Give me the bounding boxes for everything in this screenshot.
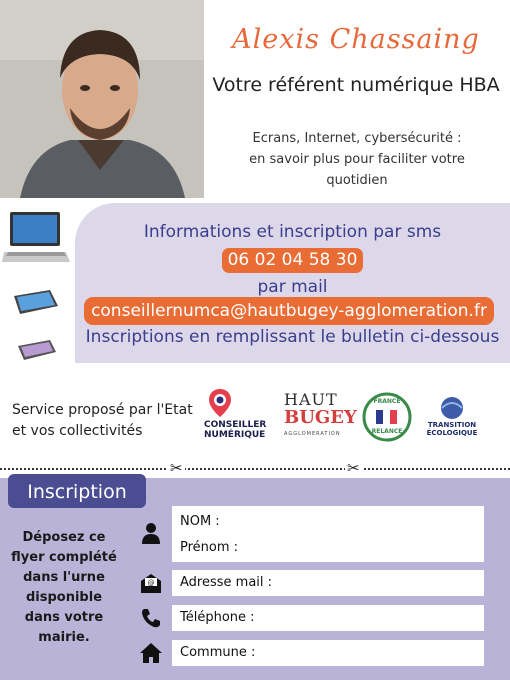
haut-bugey-logo <box>284 390 357 440</box>
info-title: Informations et inscription par sms <box>143 222 442 242</box>
phone-icon <box>140 607 162 629</box>
deposit-line: Déposez ce <box>22 530 106 545</box>
description-line: quotidien <box>326 173 388 188</box>
description-line: en savoir plus pour faciliter votre <box>249 152 465 167</box>
cut-line <box>0 468 510 470</box>
name-field[interactable] <box>172 506 484 562</box>
commune-label: Commune : <box>180 645 256 660</box>
tablet-icon <box>10 288 60 320</box>
deposit-line: dans l'urne <box>23 570 105 585</box>
email-address[interactable]: conseillernumca@hautbugey-agglomeration.fr <box>84 297 494 325</box>
inscription-tab: Inscription <box>8 474 146 508</box>
logo-text: RELANCE <box>371 428 403 435</box>
role-title: Votre référent numérique HBA <box>212 74 500 96</box>
person-name: Alexis Chassaing <box>232 24 480 55</box>
mail-label: par mail <box>257 277 328 297</box>
smartphone-icon <box>16 338 58 366</box>
logo-text: TRANSITION <box>427 421 477 429</box>
scissors-icon: ✂ <box>347 459 360 477</box>
telephone-label: Téléphone : <box>180 610 255 625</box>
deposit-line: dans votre <box>24 610 104 625</box>
service-line: et vos collectivités <box>12 423 143 439</box>
logo-text: CONSEILLER <box>204 420 267 430</box>
email-label: Adresse mail : <box>180 575 273 590</box>
phone-number[interactable]: 06 02 04 58 30 <box>222 248 363 273</box>
registration-note: Inscriptions en remplissant le bulletin ci-dessous <box>85 327 500 347</box>
deposit-line: mairie. <box>38 630 90 645</box>
logo-text: FRANCE <box>373 398 401 405</box>
svg-text:@: @ <box>147 579 155 587</box>
envelope-icon <box>140 572 162 594</box>
prenom-label: Prénom : <box>180 540 239 555</box>
scissors-icon: ✂ <box>170 459 183 477</box>
phone-field[interactable] <box>172 605 484 631</box>
email-field[interactable] <box>172 570 484 596</box>
globe-icon <box>434 394 470 420</box>
laptop-icon <box>2 208 70 274</box>
deposit-line: disponible <box>25 590 103 605</box>
commune-field[interactable] <box>172 640 484 666</box>
location-pin-icon <box>208 388 232 418</box>
deposit-instructions <box>4 528 124 648</box>
logo-text: ÉCOLOGIQUE <box>426 429 478 437</box>
description <box>222 128 492 191</box>
nom-label: NOM : <box>180 514 220 529</box>
france-relance-logo <box>362 392 412 442</box>
home-icon <box>140 642 162 664</box>
service-text <box>12 400 202 442</box>
service-line: Service proposé par l'Etat <box>12 402 193 418</box>
conseiller-numerique-logo <box>204 388 272 446</box>
logo-text: AGGLOMERATION <box>284 431 341 437</box>
logo-text: BUGEY <box>284 407 357 428</box>
logo-text: HAUT <box>284 390 338 409</box>
description-line: Ecrans, Internet, cybersécurité : <box>252 131 462 146</box>
deposit-line: flyer complété <box>11 550 117 565</box>
person-icon <box>140 522 162 544</box>
portrait-photo <box>0 0 204 198</box>
logo-text: NUMÉRIQUE <box>204 430 266 440</box>
transition-ecologique-logo <box>420 394 484 444</box>
